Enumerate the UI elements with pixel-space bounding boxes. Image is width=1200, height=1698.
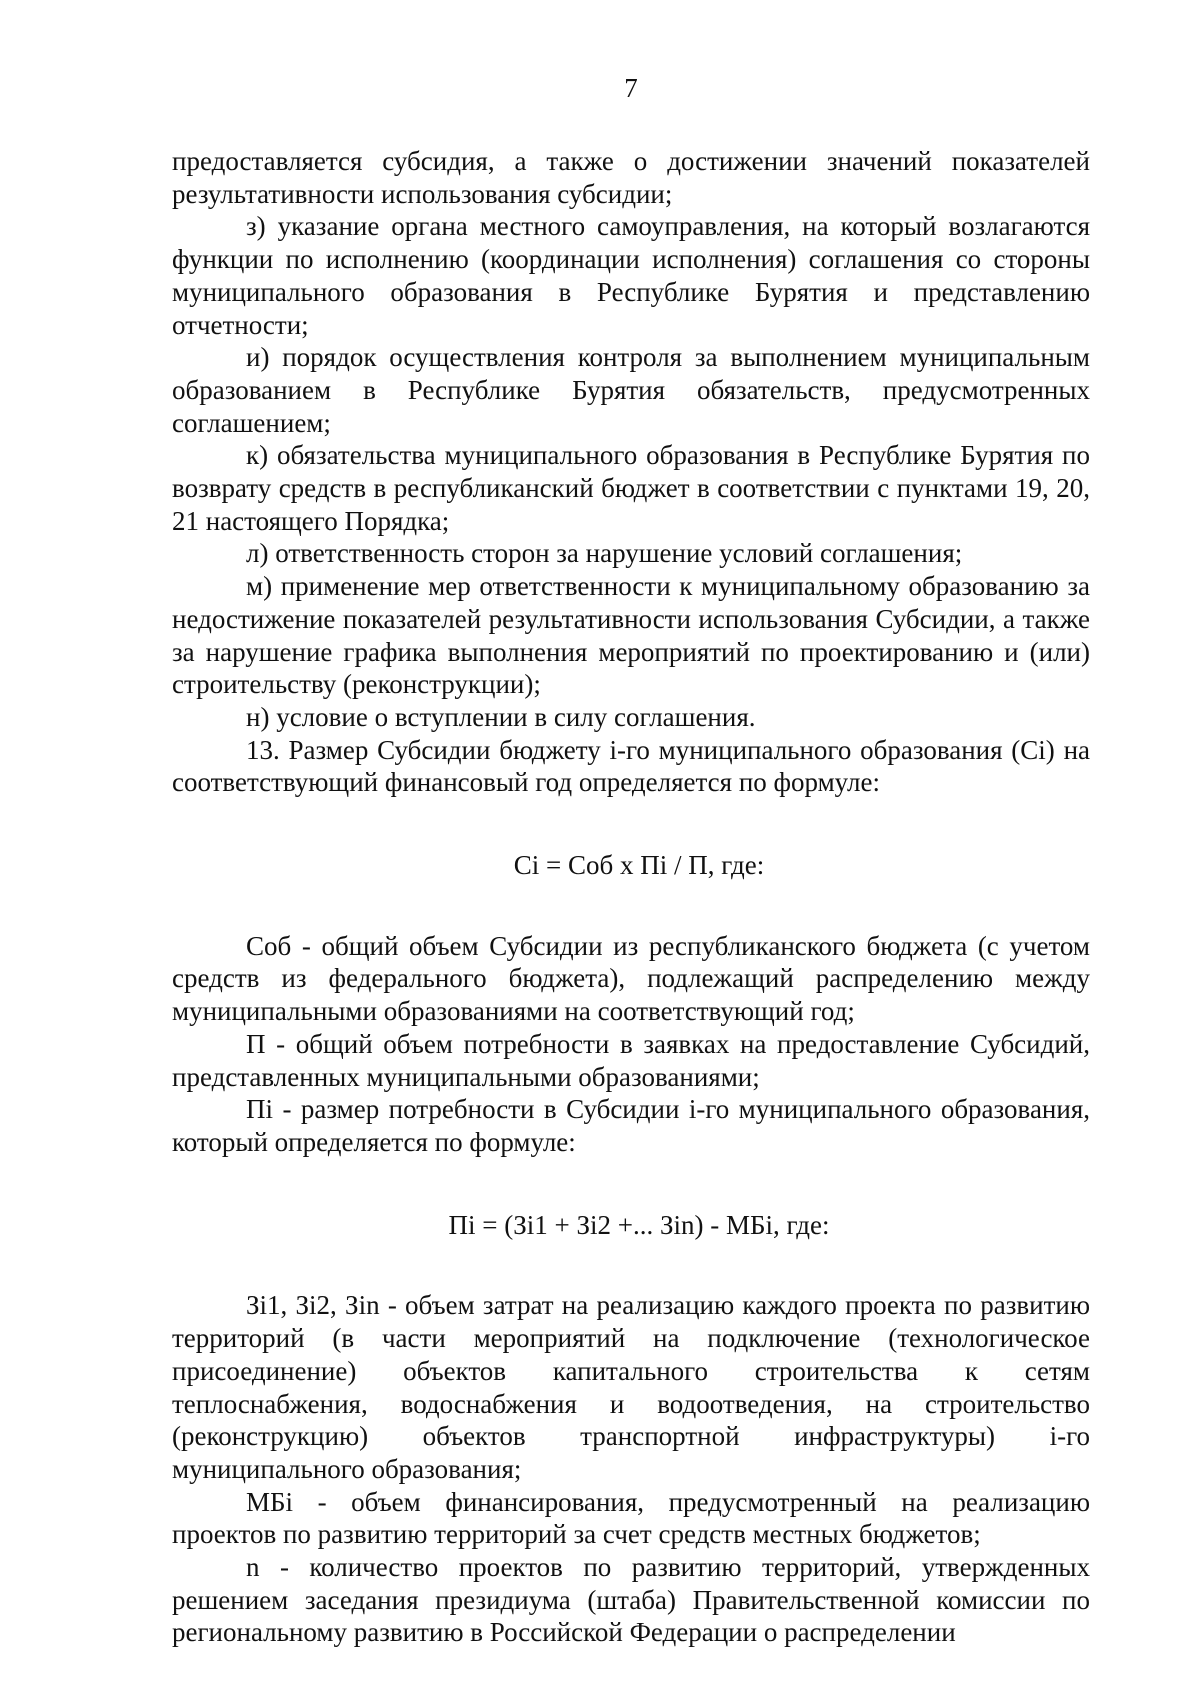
- paragraph-item-l: л) ответственность сторон за нарушение условий соглашения;: [246, 538, 963, 569]
- paragraph-item-k: к) обязательства муниципального образования в Республике Бурятия по возврату средств в республиканский бюджет в соответствии с пунктами 19, 20, 21 настоящего Порядка;: [172, 440, 1090, 536]
- paragraph-clause-13: 13. Размер Субсидии бюджету i-го муниципального образования (Ci) на соответствующий финансовый год определяется по формуле:: [172, 734, 1090, 798]
- definition-sob: Соб - общий объем Субсидии из республиканского бюджета (с учетом средств из федерального бюджета), подлежащий распределению между муниципальными образованиями на соответствующий год;: [172, 930, 1090, 1027]
- definition-n: n - количество проектов по развитию территорий, утвержденных решением заседания президиума (штаба) Правительственной комиссии по региональному развитию в Российской Федерации о распределении: [172, 1552, 1090, 1648]
- definition-p: П - общий объем потребности в заявках на предоставление Субсидий, представленных муниципальными образованиями;: [172, 1028, 1090, 1092]
- definition-zi: Зi1, Зi2, Зin - объем затрат на реализацию каждого проекта по развитию территорий (в части мероприятий на подключение (технологическое присоединение) объектов капитального строительства к сетям теплоснабжения, водоснабжения и водоотведения, на строительство (реконструкцию) объектов транспортной инфраструктуры) i-го муниципального образования;: [172, 1290, 1090, 1484]
- paragraph-continuation: предоставляется субсидия, а также о достижении значений показателей результативности использования субсидии;: [172, 146, 1090, 209]
- definition-pi: Пi - размер потребности в Субсидии i-го муниципального образования, который определяется по формуле:: [172, 1094, 1090, 1157]
- formula-need-size: Пi = (Зi1 + Зi2 +... Зin) - МБi, где:: [448, 1209, 830, 1240]
- definition-mbi: МБi - объем финансирования, предусмотренный на реализацию проектов по развитию территорий за счет средств местных бюджетов;: [172, 1486, 1090, 1550]
- paragraph-item-m: м) применение мер ответственности к муниципальному образованию за недостижение показателей результативности использования Субсидии, а также за нарушение графика выполнения мероприятий по проектированию и (или) строительству (реконструкции);: [172, 571, 1090, 700]
- paragraph-item-n: н) условие о вступлении в силу соглашения.: [246, 701, 756, 732]
- formula-subsidy-size: Ci = Соб x Пi / П, где:: [513, 850, 765, 881]
- paragraph-item-z: з) указание органа местного самоуправления, на который возлагаются функции по исполнению (координации исполнения) соглашения со стороны муниципального образования в Республике Бурятия и представлению отчетности;: [172, 211, 1090, 340]
- document-body: [172, 145, 1090, 1649]
- page-number: 7: [624, 73, 638, 103]
- paragraph-item-i: и) порядок осуществления контроля за выполнением муниципальным образованием в Республике Бурятия обязательств, предусмотренных соглашением;: [172, 342, 1090, 438]
